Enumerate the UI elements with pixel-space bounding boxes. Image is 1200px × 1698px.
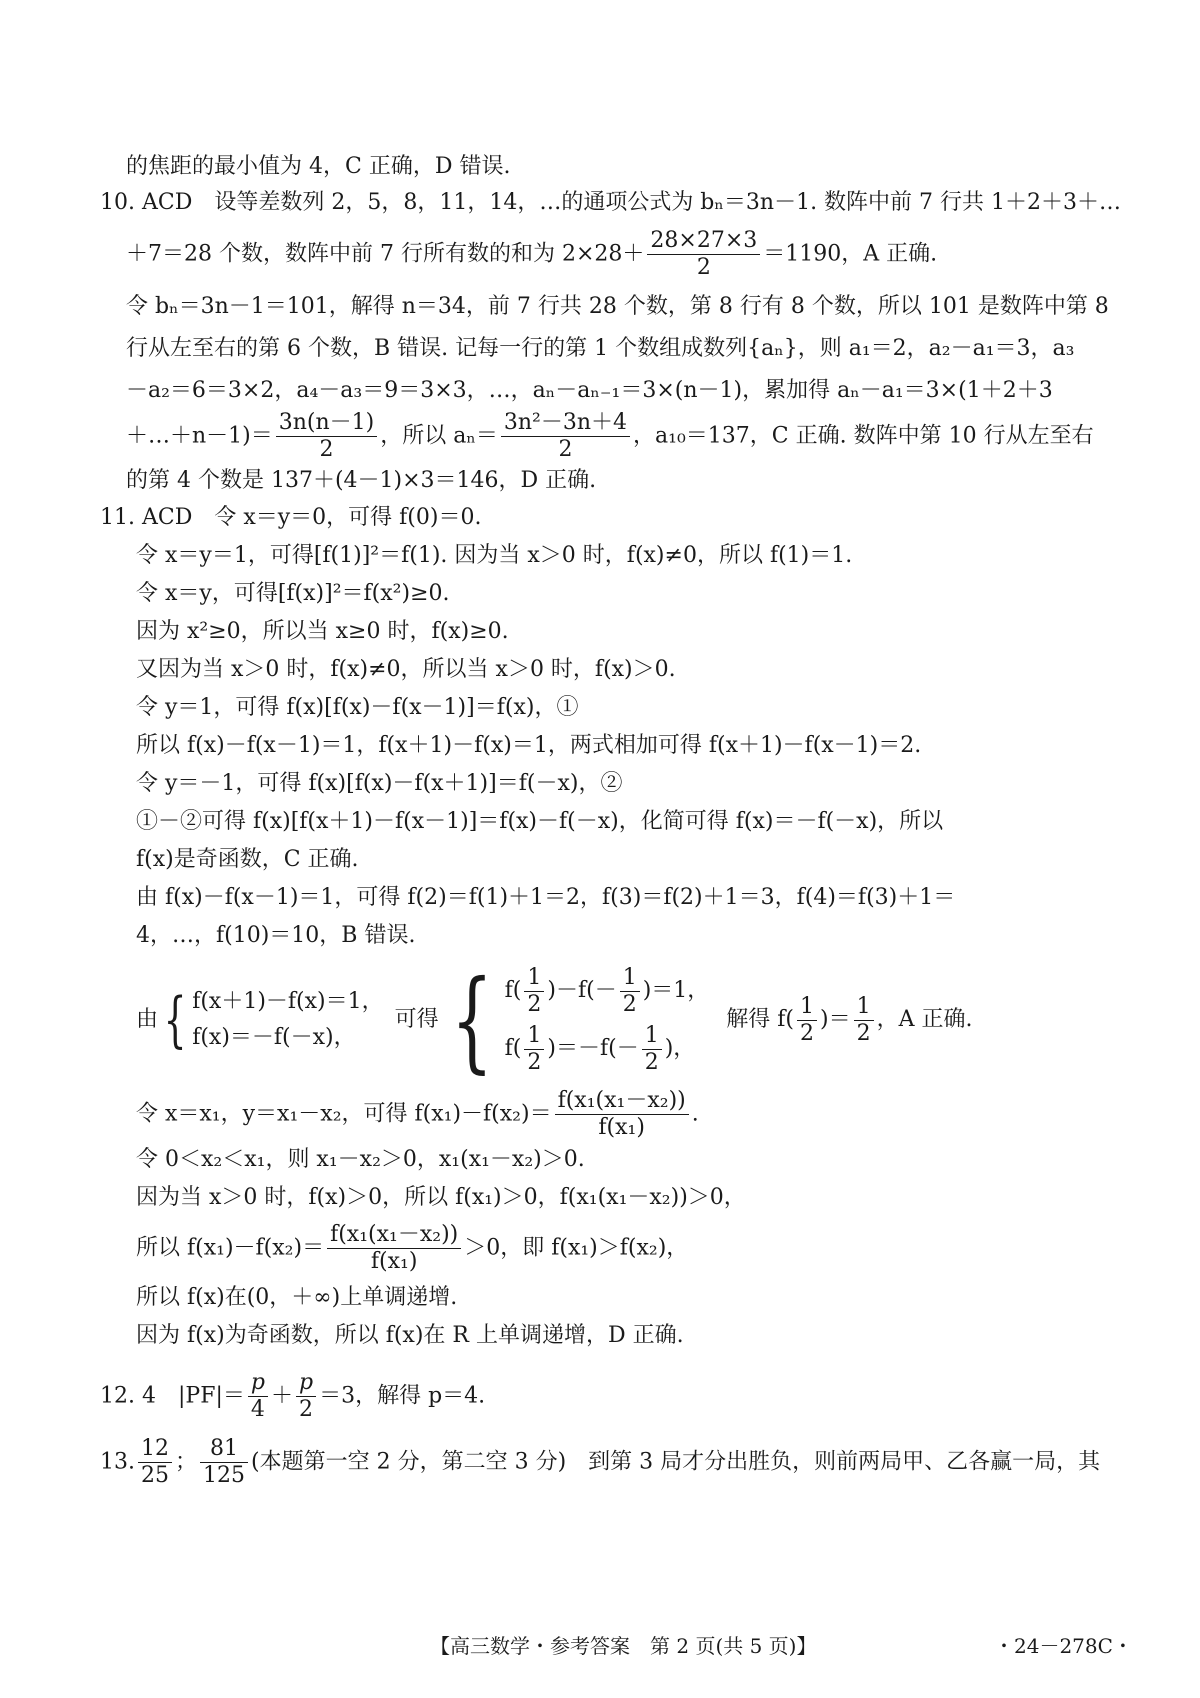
fraction: [620, 965, 640, 1018]
text-segment: ＋: [270, 1383, 293, 1409]
text-line: 因为 x²≥0，所以当 x≥0 时，f(x)≥0.: [136, 619, 509, 644]
text-segment: ；: [175, 1449, 198, 1475]
left-brace-icon: {: [163, 985, 187, 1055]
fraction-denominator: 2: [622, 991, 637, 1017]
text-line: 令 y＝－1，可得 f(x)[f(x)－f(x＋1)]＝f(－x)，②: [136, 771, 623, 796]
fraction-denominator: 2: [696, 255, 711, 280]
text-line: ①－②可得 f(x)[f(x＋1)－f(x－1)]＝f(x)－f(－x)，化简可得 f(x)＝－f(－x)，所以: [136, 809, 944, 834]
fraction-numerator: 12: [138, 1436, 172, 1463]
text-line: 又因为当 x＞0 时，f(x)≠0，所以当 x＞0 时，f(x)＞0.: [136, 657, 676, 682]
text-line: 4，…，f(10)＝10，B 错误.: [136, 923, 416, 948]
text-segment: (本题第一空 2 分，第二空 3 分) 到第 3 局才分出胜负，则前两局甲、乙各赢一局，其: [251, 1449, 1101, 1475]
text-line: 所以 f(x)在(0，＋∞)上单调递增.: [136, 1285, 458, 1310]
text-segment: )－f(－: [547, 978, 617, 1003]
text-line: 因为当 x＞0 时，f(x)＞0，所以 f(x₁)＞0，f(x₁(x₁－x₂))＞0，: [136, 1185, 746, 1210]
text-line: 令 bₙ＝3n－1＝101，解得 n＝34，前 7 行共 28 个数，第 8 行有 8 个数，所以 101 是数阵中第 8: [126, 294, 1109, 319]
fraction: [647, 228, 760, 281]
footer-title: 【高三数学・参考答案 第 2 页(共 5 页)】: [430, 1634, 817, 1658]
text-line: 令 x＝y，可得[f(x)]²＝f(x²)≥0.: [136, 581, 450, 606]
text-line: 令 x＝y＝1，可得[f(1)]²＝f(1). 因为当 x＞0 时，f(x)≠0，所以 f(1)＝1.: [136, 543, 853, 568]
text-segment: f(: [504, 1036, 522, 1061]
fraction: [248, 1370, 268, 1423]
fraction-denominator: 2: [800, 1020, 815, 1046]
footer-code: ・24－278C・: [994, 1634, 1133, 1658]
fraction-denominator: f(x₁): [598, 1115, 645, 1140]
fraction-numerator: 1: [524, 1023, 544, 1050]
text-segment: 13.: [100, 1449, 135, 1475]
text-line: －a₂＝6＝3×2，a₄－a₃＝9＝3×3，…，aₙ－aₙ₋₁＝3×(n－1)，累加得 aₙ－a₁＝3×(1＋2＋3: [126, 378, 1053, 403]
text-segment: 12. 4 |PF|＝: [100, 1383, 245, 1409]
fraction-numerator: p: [248, 1370, 268, 1397]
item-11-header: 11. ACD 令 x＝y＝0，可得 f(0)＝0.: [100, 505, 482, 530]
fraction-denominator: 125: [203, 1463, 246, 1488]
text-segment: )＝: [820, 1007, 851, 1032]
text-segment: f(: [504, 978, 522, 1003]
text-segment: )＝1，: [642, 978, 710, 1003]
text-line: 令 0＜x₂＜x₁，则 x₁－x₂＞0，x₁(x₁－x₂)＞0.: [136, 1147, 585, 1172]
fraction-denominator: 25: [141, 1463, 169, 1488]
text-line-with-fraction: [126, 410, 1094, 463]
text-segment: )，: [664, 1036, 696, 1061]
text-segment: ＋7＝28 个数，数阵中前 7 行所有数的和为 2×28＋: [126, 241, 645, 267]
text-line: 的焦距的最小值为 4，C 正确，D 错误.: [126, 154, 511, 179]
text-line: 因为 f(x)为奇函数，所以 f(x)在 R 上单调递增，D 正确.: [136, 1323, 684, 1348]
text-segment: 可得: [394, 1007, 439, 1032]
fraction-denominator: 2: [319, 437, 334, 462]
equation-row: [505, 962, 710, 1020]
fraction-numerator: 28×27×3: [647, 228, 760, 255]
fraction: [524, 965, 544, 1018]
text-segment: ＝1190，A 正确.: [763, 241, 938, 267]
equation-row: f(x)＝－f(－x)，: [192, 1025, 356, 1050]
fraction-numerator: 81: [200, 1436, 248, 1463]
fraction-numerator: f(x₁(x₁－x₂)): [555, 1088, 689, 1115]
text-line: 所以 f(x)－f(x－1)＝1，f(x＋1)－f(x)＝1，两式相加可得 f(x＋1)－f(x－1)＝2.: [136, 733, 922, 758]
equation-systems-line: [136, 956, 973, 1084]
fraction-denominator: f(x₁): [370, 1249, 418, 1274]
text-segment: 令 x＝x₁，y＝x₁－x₂，可得 f(x₁)－f(x₂)＝: [136, 1101, 552, 1127]
text-segment: )＝－f(－: [547, 1036, 639, 1061]
fraction-denominator: 2: [527, 1049, 542, 1075]
fraction-denominator: 2: [558, 437, 573, 462]
equation-row: f(x＋1)－f(x)＝1，: [192, 989, 384, 1014]
fraction: [854, 994, 874, 1047]
fraction-numerator: 1: [642, 1023, 662, 1050]
fraction-denominator: 4: [250, 1397, 265, 1422]
equation-row: [505, 1020, 710, 1078]
fraction: [138, 1436, 172, 1489]
fraction-numerator: 3n(n－1): [276, 410, 378, 437]
fraction: [642, 1023, 662, 1076]
fraction: [555, 1088, 689, 1141]
fraction: [276, 410, 378, 463]
fraction-denominator: 2: [856, 1020, 871, 1046]
equation-system: [192, 984, 383, 1056]
text-line: 的第 4 个数是 137＋(4－1)×3＝146，D 正确.: [126, 468, 597, 493]
fraction-denominator: 2: [299, 1397, 314, 1422]
fraction-numerator: p: [296, 1370, 316, 1397]
text-line: 行从左至右的第 6 个数，B 错误. 记每一行的第 1 个数组成数列{aₙ}，则 a₁＝2，a₂－a₁＝3，a₃: [126, 336, 1075, 361]
text-line: 由 f(x)－f(x－1)＝1，可得 f(2)＝f(1)＋1＝2，f(3)＝f(2)＋1＝3，f(4)＝f(3)＋1＝: [136, 885, 956, 910]
fraction-numerator: 1: [854, 994, 874, 1021]
text-segment: 解得 f(: [726, 1007, 795, 1032]
fraction: [797, 994, 817, 1047]
fraction-numerator: 1: [524, 965, 544, 992]
fraction: [524, 1023, 544, 1076]
text-segment: 由: [136, 1007, 159, 1032]
fraction-numerator: 3n²－3n＋4: [501, 410, 630, 437]
fraction: [296, 1370, 316, 1423]
text-segment: .: [691, 1101, 699, 1127]
text-segment: ，所以 aₙ＝: [380, 423, 498, 449]
text-segment: ，A 正确.: [876, 1007, 973, 1032]
text-line-with-fraction: [126, 228, 937, 281]
fraction: [501, 410, 630, 463]
text-segment: ＋…＋n－1)＝: [126, 423, 273, 449]
text-segment: ＞0，即 f(x₁)＞f(x₂)，: [464, 1235, 689, 1261]
fraction-denominator: 2: [527, 991, 542, 1017]
fraction-numerator: f(x₁(x₁－x₂)): [327, 1222, 461, 1249]
text-segment: ，a₁₀＝137，C 正确. 数阵中第 10 行从左至右: [633, 423, 1094, 449]
solution-segment: [726, 993, 973, 1046]
fraction: [200, 1436, 248, 1489]
text-line: f(x)是奇函数，C 正确.: [136, 847, 359, 872]
fraction-numerator: 1: [620, 965, 640, 992]
text-line-with-fraction: [136, 1222, 688, 1275]
text-line: 令 y＝1，可得 f(x)[f(x)－f(x－1)]＝f(x)，①: [136, 695, 579, 720]
item-12-line: [100, 1370, 485, 1423]
fraction: [327, 1222, 461, 1275]
fraction-denominator: 2: [644, 1049, 659, 1075]
text-segment: ＝3，解得 p＝4.: [319, 1383, 486, 1409]
equation-system: [505, 962, 710, 1078]
item-10-header: 10. ACD 设等差数列 2，5，8，11，14，…的通项公式为 bₙ＝3n－1. 数阵中前 7 行共 1＋2＋3＋…: [100, 190, 1122, 215]
text-line-with-fraction: [136, 1088, 699, 1141]
left-brace-icon: {: [450, 956, 493, 1084]
text-segment: 所以 f(x₁)－f(x₂)＝: [136, 1235, 325, 1261]
item-13-line: [100, 1436, 1100, 1489]
fraction-numerator: 1: [797, 994, 817, 1021]
